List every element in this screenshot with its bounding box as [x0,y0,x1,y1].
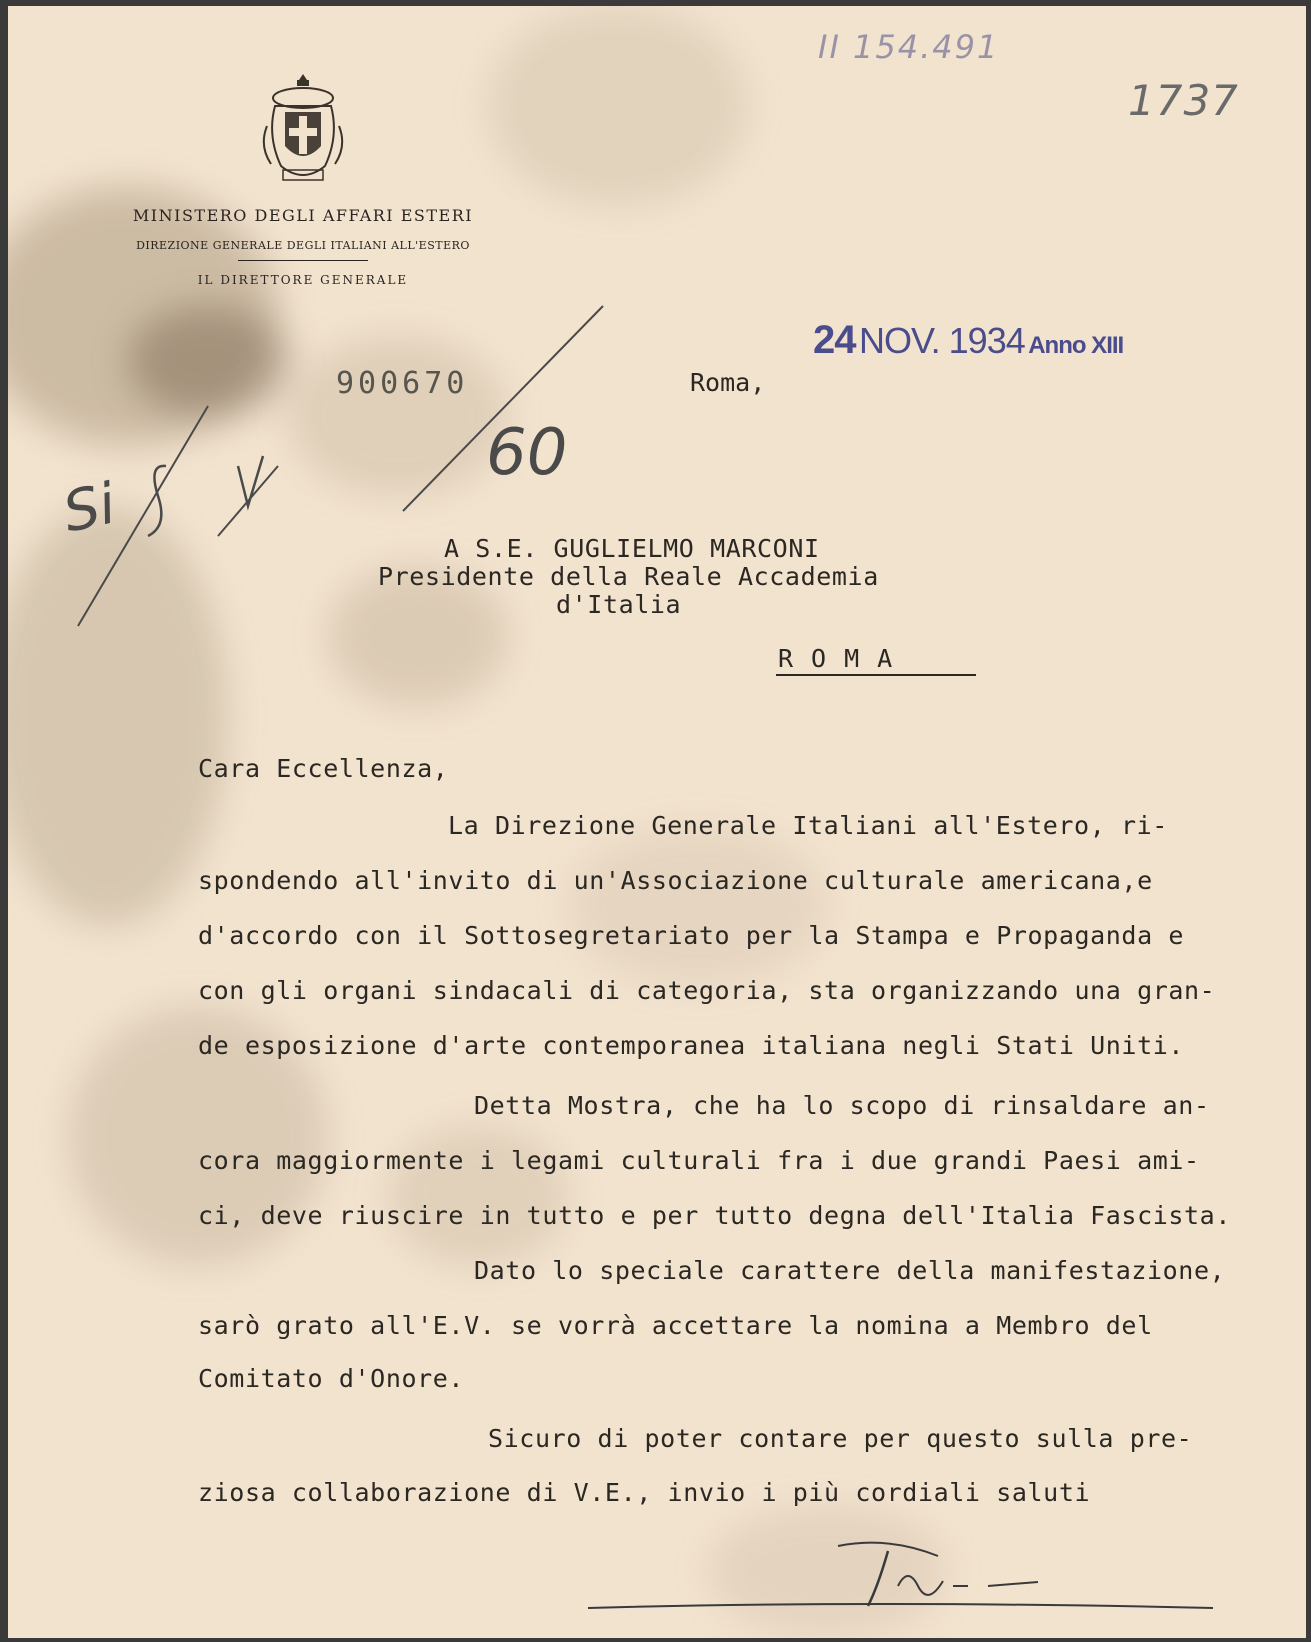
body-line: ziosa collaborazione di V.E., invio i più cordiali saluti [198,1478,1091,1507]
body-line: La Direzione Generale Italiani all'Estero, ri- [448,811,1168,840]
salutation: Cara Eccellenza, [198,754,449,783]
body-line: ci, deve riuscire in tutto e per tutto degna dell'Italia Fascista. [198,1201,1231,1230]
body-line: Detta Mostra, che ha lo scopo di rinsaldare an- [474,1091,1210,1120]
protocol-number: 900670 [336,366,469,401]
body-line: spondendo all'invito di un'Associazione culturale americana,e [198,866,1153,895]
archive-reference: II 154.491 [818,28,1000,66]
body-line: Sicuro di poter contare per questo sulla pre- [488,1424,1193,1453]
address-city: ROMA [778,644,911,673]
body-line: Comitato d'Onore. [198,1364,465,1393]
address-line-2: Presidente della Reale Accademia [378,562,879,591]
body-line: sarò grato all'E.V. se vorrà accettare la nomina a Membro del [198,1311,1153,1340]
city-underline [776,674,976,676]
address-line-3: d'Italia [556,590,682,619]
coat-of-arms-icon [253,66,353,196]
ministry-name: MINISTERO DEGLI AFFARI ESTERI [132,206,474,225]
stamp-anno: Anno XIII [1028,332,1124,359]
direzione-name: DIREZIONE GENERALE DEGLI ITALIANI ALL'ESTERO [136,239,470,252]
header-rule [238,260,368,261]
body-line: cora maggiormente i legami culturali fra i due grandi Paesi ami- [198,1146,1200,1175]
stamp-month-year: NOV. 1934 [858,320,1025,361]
signature [568,1526,1268,1626]
address-line-1: A S.E. GUGLIELMO MARCONI [444,534,820,563]
body-line: d'accordo con il Sottosegretariato per la Stampa e Propaganda e [198,921,1185,950]
date-stamp [813,318,1123,363]
letterhead [68,66,538,287]
stamp-day: 24 [813,318,856,362]
document-number: 1737 [1128,76,1239,125]
handwritten-si: Si [57,471,122,546]
direttore-title: IL DIRETTORE GENERALE [197,273,409,287]
body-line: de esposizione d'arte contemporanea italiana negli Stati Uniti. [198,1031,1185,1060]
handwritten-number: 60 [486,416,568,490]
body-line: con gli organi sindacali di categoria, sta organizzando una gran- [198,976,1216,1005]
letter-page [8,6,1306,1638]
body-line: Dato lo speciale carattere della manifestazione, [474,1256,1226,1285]
place-date: Roma, [690,368,766,397]
